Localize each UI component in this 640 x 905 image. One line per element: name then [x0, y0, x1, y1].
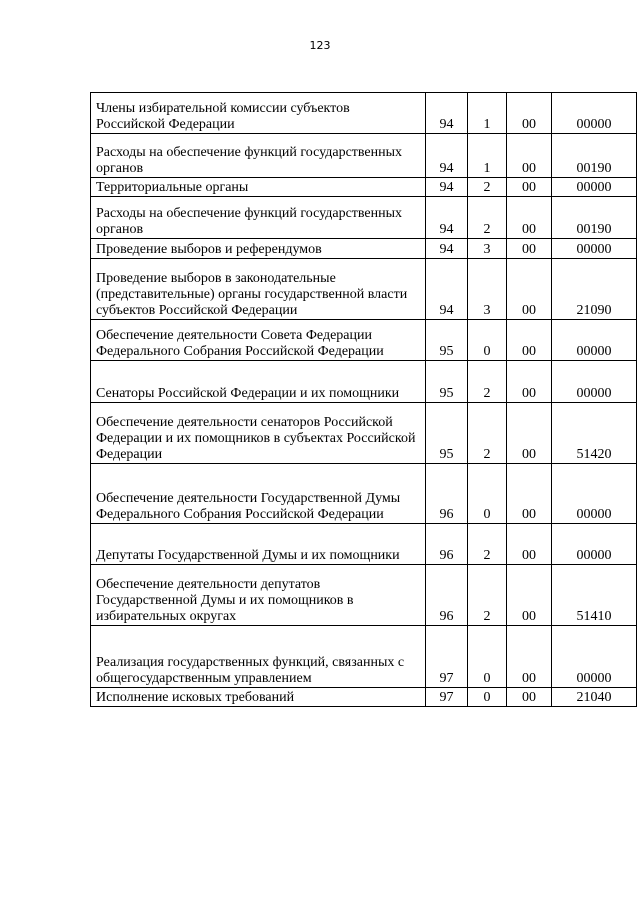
code-part-1: 94 [426, 134, 468, 178]
code-part-3: 00 [507, 93, 552, 134]
code-part-4: 21040 [552, 688, 637, 707]
code-part-3: 00 [507, 464, 552, 524]
row-name: Обеспечение деятельности Государственной Думы Федерального Собрания Российской Федерации [91, 464, 426, 524]
code-part-4: 00000 [552, 361, 637, 403]
row-name: Члены избирательной комиссии субъектов Российской Федерации [91, 93, 426, 134]
code-part-3: 00 [507, 403, 552, 464]
code-part-4: 00190 [552, 197, 637, 239]
row-name: Обеспечение деятельности сенаторов Российской Федерации и их помощников в субъектах Российской Федерации [91, 403, 426, 464]
code-part-3: 00 [507, 197, 552, 239]
row-name: Расходы на обеспечение функций государственных органов [91, 134, 426, 178]
row-name: Проведение выборов в законодательные (представительные) органы государственной власти субъектов Российской Федерации [91, 259, 426, 320]
page-number: 123 [309, 39, 331, 52]
code-part-4: 00000 [552, 626, 637, 688]
code-part-1: 96 [426, 464, 468, 524]
code-part-3: 00 [507, 134, 552, 178]
code-part-2: 3 [468, 259, 507, 320]
code-part-4: 00000 [552, 178, 637, 197]
code-part-1: 94 [426, 239, 468, 259]
code-part-1: 94 [426, 197, 468, 239]
table-row [91, 464, 637, 524]
code-part-2: 2 [468, 178, 507, 197]
code-part-1: 95 [426, 361, 468, 403]
table-row [91, 361, 637, 403]
code-part-2: 2 [468, 197, 507, 239]
code-part-3: 00 [507, 626, 552, 688]
table-row [91, 197, 637, 239]
row-name: Депутаты Государственной Думы и их помощники [91, 524, 426, 565]
code-part-1: 97 [426, 688, 468, 707]
code-part-2: 1 [468, 134, 507, 178]
table-row [91, 93, 637, 134]
table-row [91, 626, 637, 688]
table-row [91, 239, 637, 259]
row-name: Исполнение исковых требований [91, 688, 426, 707]
table-row [91, 524, 637, 565]
table-row [91, 259, 637, 320]
code-part-4: 00000 [552, 524, 637, 565]
code-part-2: 0 [468, 626, 507, 688]
code-part-3: 00 [507, 320, 552, 361]
row-name: Обеспечение деятельности Совета Федерации Федерального Собрания Российской Федерации [91, 320, 426, 361]
row-name: Проведение выборов и референдумов [91, 239, 426, 259]
code-part-4: 00000 [552, 239, 637, 259]
code-part-1: 97 [426, 626, 468, 688]
code-part-3: 00 [507, 178, 552, 197]
code-part-4: 51420 [552, 403, 637, 464]
code-part-2: 0 [468, 320, 507, 361]
code-part-4: 21090 [552, 259, 637, 320]
row-name: Реализация государственных функций, связанных с общегосударственным управлением [91, 626, 426, 688]
code-part-1: 96 [426, 524, 468, 565]
code-part-2: 2 [468, 565, 507, 626]
code-part-1: 94 [426, 178, 468, 197]
code-part-4: 00000 [552, 320, 637, 361]
table-row [91, 403, 637, 464]
table-row [91, 134, 637, 178]
table-row [91, 178, 637, 197]
budget-codes-table [90, 92, 637, 707]
code-part-3: 00 [507, 361, 552, 403]
table-row [91, 320, 637, 361]
code-part-4: 00000 [552, 93, 637, 134]
row-name: Расходы на обеспечение функций государственных органов [91, 197, 426, 239]
code-part-3: 00 [507, 688, 552, 707]
code-part-2: 0 [468, 464, 507, 524]
table-row [91, 565, 637, 626]
code-part-1: 94 [426, 93, 468, 134]
code-part-2: 3 [468, 239, 507, 259]
code-part-3: 00 [507, 524, 552, 565]
table-row [91, 688, 637, 707]
code-part-4: 00000 [552, 464, 637, 524]
code-part-3: 00 [507, 239, 552, 259]
code-part-2: 2 [468, 361, 507, 403]
code-part-1: 96 [426, 565, 468, 626]
code-part-3: 00 [507, 565, 552, 626]
code-part-4: 51410 [552, 565, 637, 626]
code-part-3: 00 [507, 259, 552, 320]
row-name: Территориальные органы [91, 178, 426, 197]
code-part-2: 1 [468, 93, 507, 134]
code-part-4: 00190 [552, 134, 637, 178]
code-part-2: 0 [468, 688, 507, 707]
code-part-1: 94 [426, 259, 468, 320]
row-name: Обеспечение деятельности депутатов Государственной Думы и их помощников в избирательных округах [91, 565, 426, 626]
code-part-2: 2 [468, 524, 507, 565]
code-part-1: 95 [426, 320, 468, 361]
code-part-1: 95 [426, 403, 468, 464]
code-part-2: 2 [468, 403, 507, 464]
row-name: Сенаторы Российской Федерации и их помощники [91, 361, 426, 403]
